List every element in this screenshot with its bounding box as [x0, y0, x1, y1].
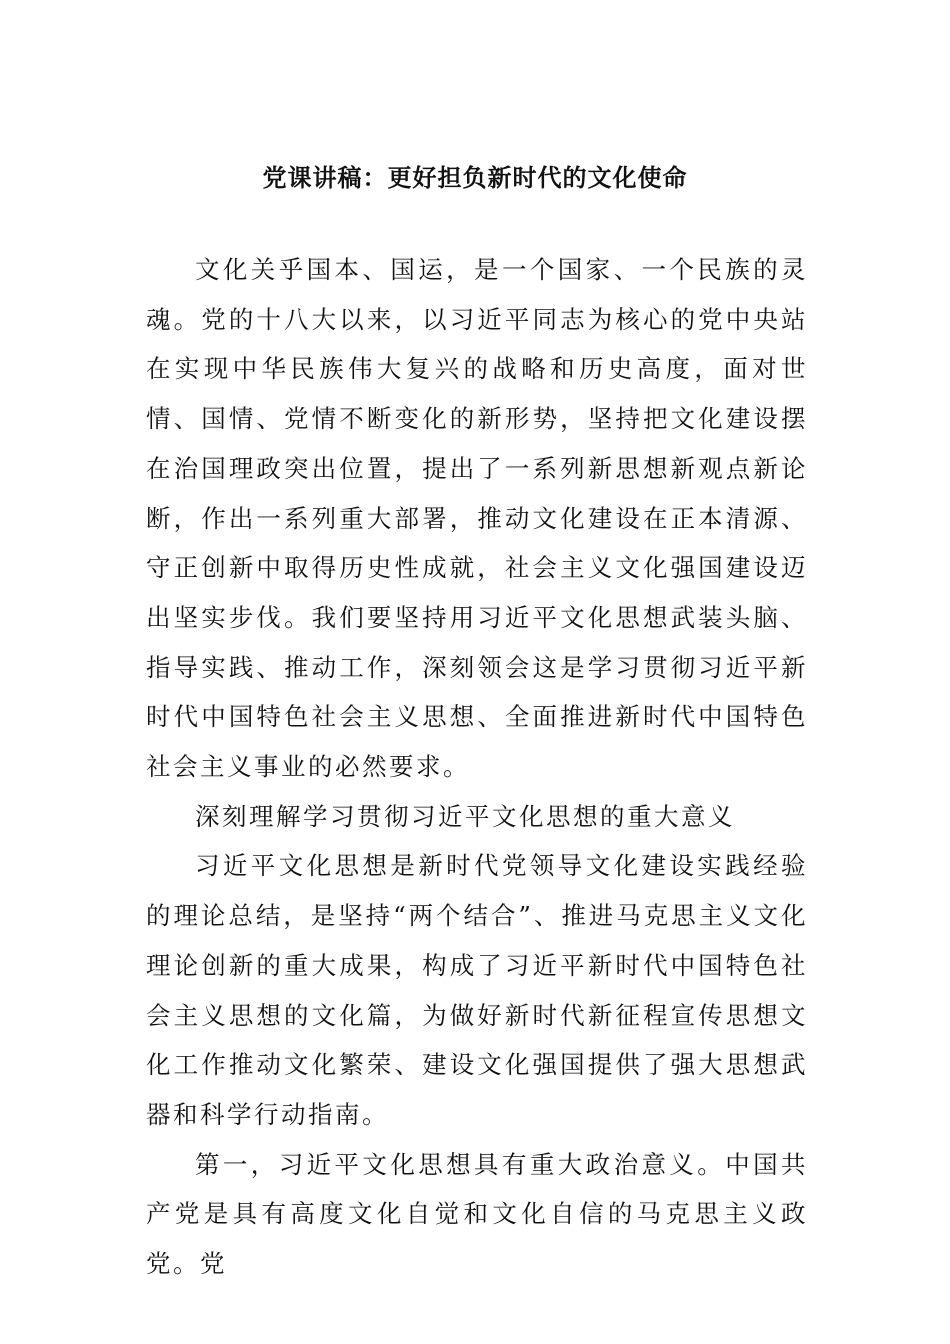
paragraph-first-point: 第一，习近平文化思想具有重大政治意义。中国共产党是具有高度文化自觉和文化自信的马克思主义政党。党	[146, 1149, 808, 1279]
paragraph-intro: 文化关乎国本、国运，是一个国家、一个民族的灵魂。党的十八大以来，以习近平同志为核心的党中央站在实现中华民族伟大复兴的战略和历史高度，面对世情、国情、党情不断变化的新形势，坚持把文化建设摆在治国理政突出位置，提出了一系列新思想新观点新论断，作出一系列重大部署，推动文化建设在正本清源、守正创新中取得历史性成就，社会主义文化强国建设迈出坚实步伐。我们要坚持用习近平文化思想武装头脑、指导实践、推动工作，深刻领会这是学习贯彻习近平新时代中国特色社会主义思想、全面推进新时代中国特色社会主义事业的必然要求。	[146, 255, 808, 782]
document-title: 党课讲稿：更好担负新时代的文化使命	[262, 163, 688, 192]
section-heading: 深刻理解学习贯彻习近平文化思想的重大意义	[195, 801, 735, 831]
paragraph-significance: 习近平文化思想是新时代党领导文化建设实践经验的理论总结，是坚持“两个结合”、推进马克思主义文化理论创新的重大成果，构成了习近平新时代中国特色社会主义思想的文化篇，为做好新时代新征程宣传思想文化工作推动文化繁荣、建设文化强国提供了强大思想武器和科学行动指南。	[146, 851, 808, 1129]
document-body	[146, 245, 808, 1289]
